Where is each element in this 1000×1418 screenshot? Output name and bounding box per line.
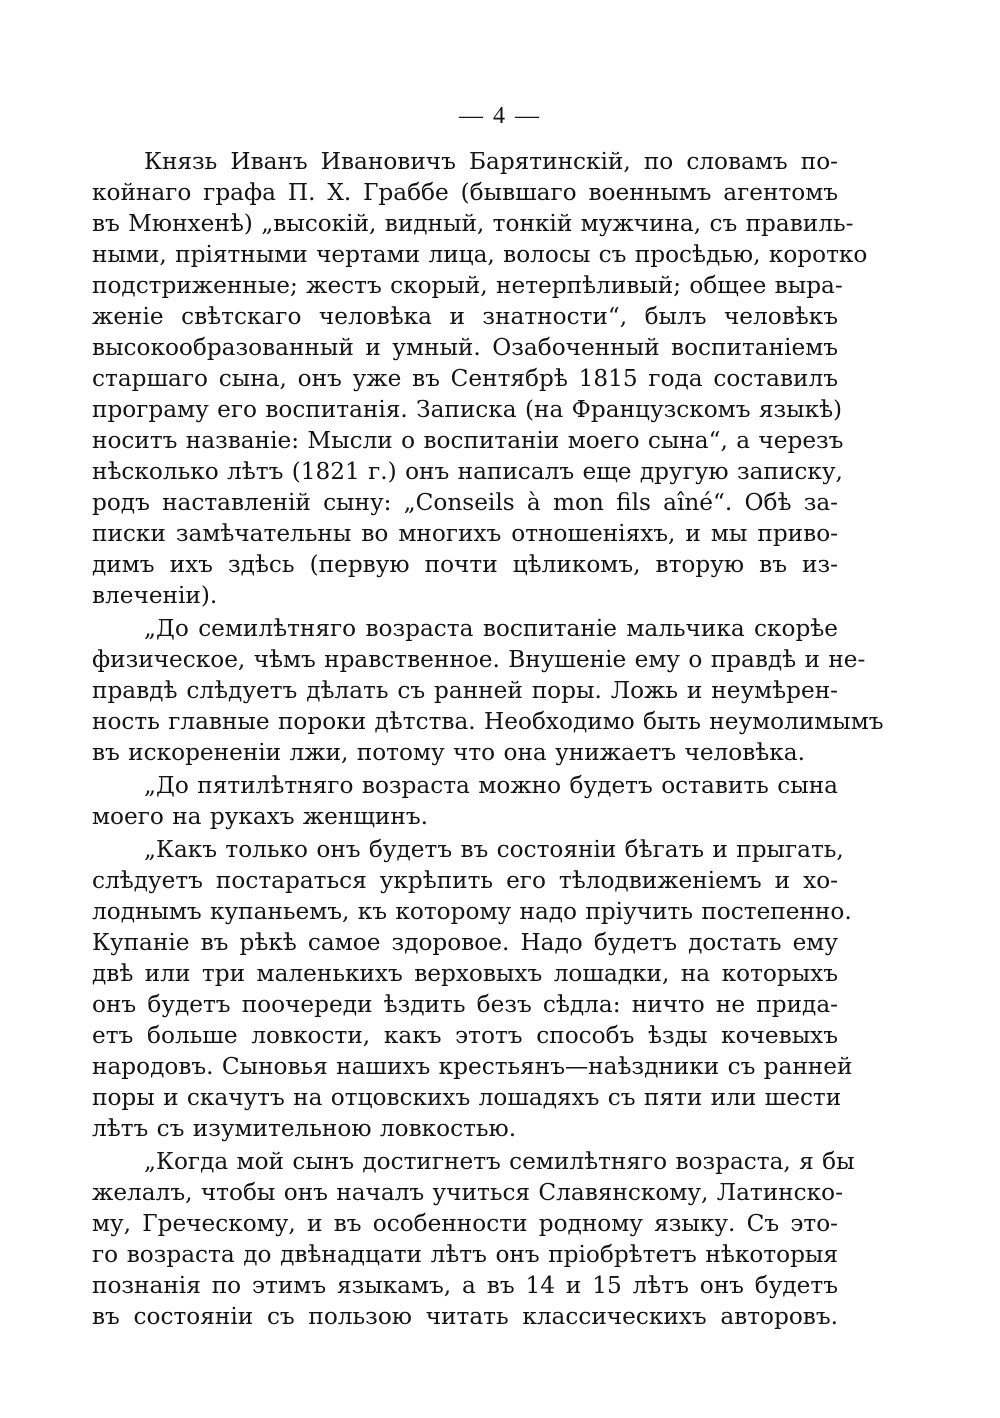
paragraph-5 — [92, 1146, 855, 1332]
text-line: родъ наставленій сыну: „Conseils à mon fils aîné“. Обѣ за- — [92, 489, 838, 516]
text-line: двѣ или три маленькихъ верховыхъ лошадки, на которыхъ — [92, 960, 838, 987]
text-line: „До семилѣтняго возраста воспитаніе мальчика скорѣе — [144, 615, 838, 642]
text-line: го возраста до двѣнадцати лѣтъ онъ пріобрѣтетъ нѣкоторыя — [92, 1241, 838, 1268]
text-line: койнаго графа П. Х. Граббе (бывшаго военнымъ агентомъ — [92, 179, 838, 206]
text-line: ными, пріятными чертами лица, волосы съ просѣдью, коротко — [92, 241, 868, 268]
paragraph-4 — [92, 834, 853, 1144]
text-line: познанія по этимъ языкамъ, а въ 14 и 15 лѣтъ онъ будетъ — [92, 1272, 838, 1299]
text-line: въ Мюнхенѣ) „высокій, видный, тонкій мужчина, съ правиль- — [92, 210, 854, 237]
text-line: „Когда мой сынъ достигнетъ семилѣтняго возраста, я бы — [144, 1148, 855, 1175]
text-line: нѣсколько лѣтъ (1821 г.) онъ написалъ еще другую записку, — [92, 458, 843, 485]
text-line: женіе свѣтскаго человѣка и знатности“, былъ человѣкъ — [92, 303, 838, 330]
text-line: „До пятилѣтняго возраста можно будетъ оставить сына — [144, 772, 838, 799]
text-line: ность главные пороки дѣтства. Необходимо быть неумолимымъ — [92, 708, 884, 735]
text-line: влеченіи). — [92, 582, 218, 609]
text-line: Князь Иванъ Ивановичъ Барятинскій, по словамъ по- — [144, 148, 838, 175]
text-line: „Какъ только онъ будетъ въ состояніи бѣгать и прыгать, — [144, 836, 844, 863]
text-line: правдѣ слѣдуетъ дѣлать съ ранней поры. Ложь и неумѣрен- — [92, 677, 838, 704]
text-line: му, Греческому, и въ особенности родному языку. Съ это- — [92, 1210, 838, 1237]
text-line: онъ будетъ поочереди ѣздить безъ сѣдла: ничто не прида- — [92, 991, 838, 1018]
text-line: носитъ названіе: Мысли о воспитаніи моего сына“, а черезъ — [92, 427, 844, 454]
text-line: физическое, чѣмъ нравственное. Внушеніе ему о правдѣ и не- — [92, 646, 866, 673]
text-body — [92, 146, 884, 1332]
text-line: народовъ. Сыновья нашихъ крестьянъ—наѣздники съ ранней — [92, 1053, 853, 1080]
text-line: высокообразованный и умный. Озабоченный воспитаніемъ — [92, 334, 838, 361]
paragraph-1 — [92, 146, 868, 611]
text-line: старшаго сына, онъ уже въ Сентябрѣ 1815 года составилъ — [92, 365, 838, 392]
text-line: слѣдуетъ постараться укрѣпить его тѣлодвиженіемъ и хо- — [92, 867, 838, 894]
paragraph-2 — [92, 613, 884, 768]
text-line: етъ больше ловкости, какъ этотъ способъ ѣзды кочевыхъ — [92, 1022, 838, 1049]
paragraph-3 — [92, 770, 838, 832]
text-line: подстриженные; жестъ скорый, нетерпѣливый; общее выра- — [92, 272, 843, 299]
text-line: въ состояніи съ пользою читать классическихъ авторовъ. — [92, 1303, 838, 1330]
page-number: — 4 — — [459, 103, 541, 129]
text-line: лоднымъ купаньемъ, къ которому надо пріучить постепенно. — [92, 898, 852, 925]
text-line: лѣтъ съ изумительною ловкостью. — [92, 1115, 517, 1142]
text-line: Купаніе въ рѣкѣ самое здоровое. Надо будетъ достать ему — [92, 929, 838, 956]
text-line: програму его воспитанія. Записка (на Французскомъ языкѣ) — [92, 396, 843, 423]
text-line: писки замѣчательны во многихъ отношеніяхъ, и мы приво- — [92, 520, 838, 547]
text-line: поры и скачутъ на отцовскихъ лошадяхъ съ пяти или шести — [92, 1084, 842, 1111]
text-line: въ искорененіи лжи, потому что она унижаетъ человѣка. — [92, 739, 805, 766]
text-line: димъ ихъ здѣсь (первую почти цѣликомъ, вторую въ из- — [92, 551, 838, 578]
text-line: желалъ, чтобы онъ началъ учиться Славянскому, Латинско- — [92, 1179, 843, 1206]
text-line: моего на рукахъ женщинъ. — [92, 803, 428, 830]
